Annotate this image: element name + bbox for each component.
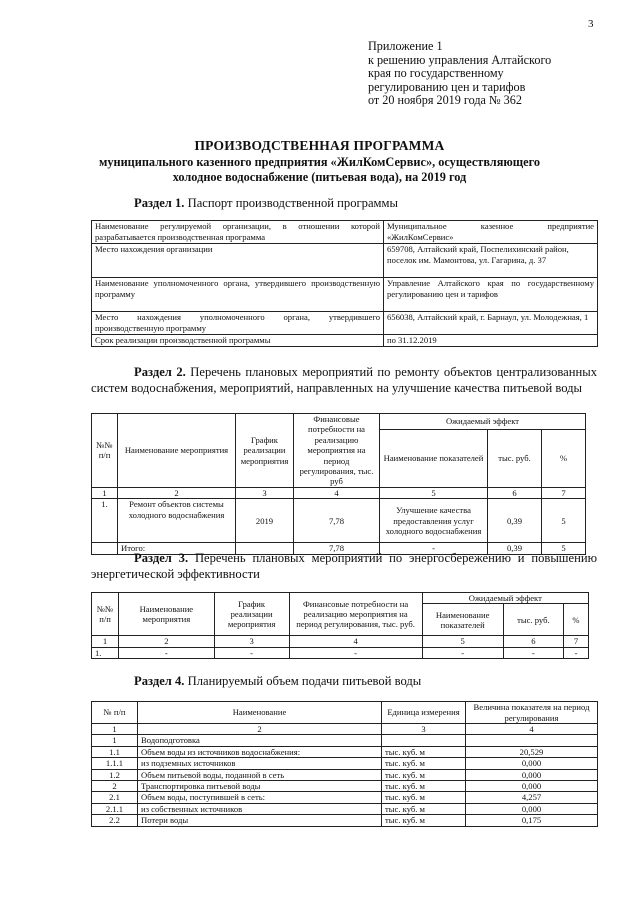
cell-unit: тыс. куб. м [382, 758, 466, 769]
section1-heading [134, 196, 398, 211]
page-number: 3 [588, 18, 594, 30]
document-title: ПРОИЗВОДСТВЕННАЯ ПРОГРАММА [194, 138, 445, 153]
passport-table [91, 220, 598, 347]
cell-num: 1 [92, 735, 138, 746]
col-number: 3 [382, 724, 466, 735]
appendix-line: от 20 ноября 2019 года № 362 [368, 93, 522, 108]
table-row [92, 335, 598, 347]
section2-title: Перечень плановых мероприятий по ремонту объектов централизованных систем водоснабжения, мероприятий, направленных на улучшение качества питьевой воды [91, 365, 597, 395]
document-subtitle-line2: холодное водоснабжение (питьевая вода), на 2019 год [172, 170, 467, 184]
cell-num: 2 [92, 781, 138, 792]
appendix-block [368, 40, 551, 108]
table-row [92, 278, 598, 312]
col-number: 7 [564, 636, 589, 647]
total-indicator: - [380, 543, 488, 554]
cell-unit [382, 735, 466, 746]
passport-name-cell: Место нахождения уполномоченного органа, утвердившего производственную программу [92, 312, 384, 335]
cell-name: Ремонт объектов системы холодного водоснабжения [118, 499, 236, 543]
col-number: 2 [119, 636, 215, 647]
cell-value: 0,000 [466, 781, 598, 792]
header-indicator: Наименование показателей [380, 429, 488, 487]
section2-heading [91, 364, 597, 396]
cell-rub: - [503, 647, 563, 658]
table-row [92, 758, 598, 769]
cell-name: Транспортировка питьевой воды [138, 781, 382, 792]
table-row [92, 724, 598, 735]
cell-schedule: - [214, 647, 289, 658]
cell-name: Объем воды, поступившей в сеть: [138, 792, 382, 803]
table-row [92, 781, 598, 792]
repair-measures-table [91, 413, 586, 555]
document-subtitle-line1: муниципального казенного предприятия «ЖилКомСервис», осуществляющего [98, 155, 541, 169]
cell-value: 0,000 [466, 803, 598, 814]
table-row [92, 414, 586, 430]
cell-indicator: Улучшение качества предоставления услуг холодного водоснабжения [380, 499, 488, 543]
col-number: 4 [466, 724, 598, 735]
col-number: 1 [92, 487, 118, 498]
passport-value-cell: 656038, Алтайский край, г. Барнаул, ул. Молодежная, 1 [384, 312, 598, 335]
appendix-line: к решению управления Алтайского [368, 52, 552, 67]
cell-num: 1.1.1 [92, 758, 138, 769]
col-number: 3 [236, 487, 294, 498]
section1-label: Раздел 1. [134, 196, 185, 210]
header-pct: % [564, 604, 589, 636]
header-rub: тыс. руб. [503, 604, 563, 636]
header-indicator: Наименование показателей [422, 604, 503, 636]
header-finance: Финансовые потребности на реализацию мероприятия на период регулирования, тыс. руб. [289, 593, 422, 636]
header-num: №№ п/п [92, 414, 118, 488]
cell-value [466, 735, 598, 746]
header-name: Наименование мероприятия [119, 593, 215, 636]
total-rub: 0,39 [488, 543, 542, 554]
header-rub: тыс. руб. [488, 429, 542, 487]
header-num: №№ п/п [92, 593, 119, 636]
header-name: Наименование [138, 702, 382, 724]
table-row [92, 593, 589, 604]
table-row [92, 815, 598, 826]
section4-title: Планируемый объем подачи питьевой воды [187, 674, 422, 688]
cell-name: из подземных источников [138, 758, 382, 769]
table-row [92, 735, 598, 746]
section4-label: Раздел 4. [134, 674, 185, 688]
water-volume-table [91, 701, 598, 827]
cell-indicator: - [422, 647, 503, 658]
table-row [92, 702, 598, 724]
table-row [92, 792, 598, 803]
appendix-line: регулированию цен и тарифов [368, 79, 526, 94]
cell-name: Объем питьевой воды, поданной в сеть [138, 769, 382, 780]
col-number: 6 [488, 487, 542, 498]
col-number: 1 [92, 636, 119, 647]
cell-schedule: 2019 [236, 499, 294, 543]
cell-num: 1.1 [92, 746, 138, 757]
section3-label: Раздел 3. [134, 551, 189, 565]
header-num: № п/п [92, 702, 138, 724]
cell-num: 2.1 [92, 792, 138, 803]
passport-value-cell: 659708, Алтайский край, Поспелихинский район, поселок им. Мамонтова, ул. Гагарина, д. 37 [384, 244, 598, 278]
cell-num: 2.1.1 [92, 803, 138, 814]
header-value: Величина показателя на период регулирования [466, 702, 598, 724]
total-label: Итого: [118, 543, 236, 554]
table-row [92, 499, 586, 543]
col-number: 7 [542, 487, 586, 498]
col-number: 3 [214, 636, 289, 647]
passport-name-cell: Наименование уполномоченного органа, утвердившего производственную программу [92, 278, 384, 312]
passport-name-cell: Наименование регулируемой организации, в отношении которой разрабатывается производственная программа [92, 221, 384, 244]
section1-title: Паспорт производственной программы [187, 196, 398, 210]
section3-heading [91, 550, 597, 582]
cell-num: 2.2 [92, 815, 138, 826]
cell-finance: - [289, 647, 422, 658]
section2-label: Раздел 2. [134, 365, 186, 379]
cell-finance: 7,78 [294, 499, 380, 543]
cell-name: Объем воды из источников водоснабжения: [138, 746, 382, 757]
cell-value: 0,000 [466, 758, 598, 769]
table-row [92, 244, 598, 278]
passport-name-cell: Срок реализации производственной программы [92, 335, 384, 347]
col-number: 4 [294, 487, 380, 498]
appendix-line: края по государственному [368, 66, 504, 81]
cell-value: 20,529 [466, 746, 598, 757]
header-unit: Единица измерения [382, 702, 466, 724]
cell-pct: 5 [542, 499, 586, 543]
cell-unit: тыс. куб. м [382, 746, 466, 757]
col-number: 5 [380, 487, 488, 498]
table-row [92, 746, 598, 757]
col-number: 4 [289, 636, 422, 647]
cell-name: из собственных источников [138, 803, 382, 814]
cell-name: - [119, 647, 215, 658]
passport-name-cell: Место нахождения организации [92, 244, 384, 278]
table-row [92, 221, 598, 244]
cell-unit: тыс. куб. м [382, 781, 466, 792]
cell-unit: тыс. куб. м [382, 803, 466, 814]
cell-num: 1. [92, 499, 118, 543]
cell-value: 0,000 [466, 769, 598, 780]
header-effect: Ожидаемый эффект [422, 593, 588, 604]
table-row [92, 312, 598, 335]
passport-value-cell: по 31.12.2019 [384, 335, 598, 347]
col-number: 2 [138, 724, 382, 735]
col-number: 6 [503, 636, 563, 647]
cell-value: 0,175 [466, 815, 598, 826]
cell-unit: тыс. куб. м [382, 815, 466, 826]
header-name: Наименование мероприятия [118, 414, 236, 488]
cell-unit: тыс. куб. м [382, 792, 466, 803]
cell-unit: тыс. куб. м [382, 769, 466, 780]
col-number: 5 [422, 636, 503, 647]
header-schedule: График реализации мероприятия [236, 414, 294, 488]
appendix-line: Приложение 1 [368, 39, 443, 53]
total-pct: 5 [542, 543, 586, 554]
energy-measures-table [91, 592, 589, 659]
passport-value-cell: Муниципальное казенное предприятие «ЖилКомСервис» [384, 221, 598, 244]
total-finance: 7,78 [294, 543, 380, 554]
cell-name: Потери воды [138, 815, 382, 826]
header-pct: % [542, 429, 586, 487]
section3-title: Перечень плановых мероприятий по энергосбережению и повышению энергетической эффективности [91, 551, 597, 581]
header-finance: Финансовые потребности на реализацию мероприятия на период регулирования, тыс. руб [294, 414, 380, 488]
cell-name: Водоподготовка [138, 735, 382, 746]
col-number: 1 [92, 724, 138, 735]
cell-num: 1. [92, 647, 119, 658]
passport-value-cell: Управление Алтайского края по государственному регулированию цен и тарифов [384, 278, 598, 312]
cell-pct: - [564, 647, 589, 658]
table-row [92, 647, 589, 658]
cell-num: 1.2 [92, 769, 138, 780]
col-number: 2 [118, 487, 236, 498]
cell-rub: 0,39 [488, 499, 542, 543]
table-row [92, 487, 586, 498]
cell-value: 4,257 [466, 792, 598, 803]
table-row [92, 769, 598, 780]
header-effect: Ожидаемый эффект [380, 414, 586, 430]
section4-heading [134, 674, 421, 689]
table-row [92, 803, 598, 814]
header-schedule: График реализации мероприятия [214, 593, 289, 636]
table-row [92, 636, 589, 647]
